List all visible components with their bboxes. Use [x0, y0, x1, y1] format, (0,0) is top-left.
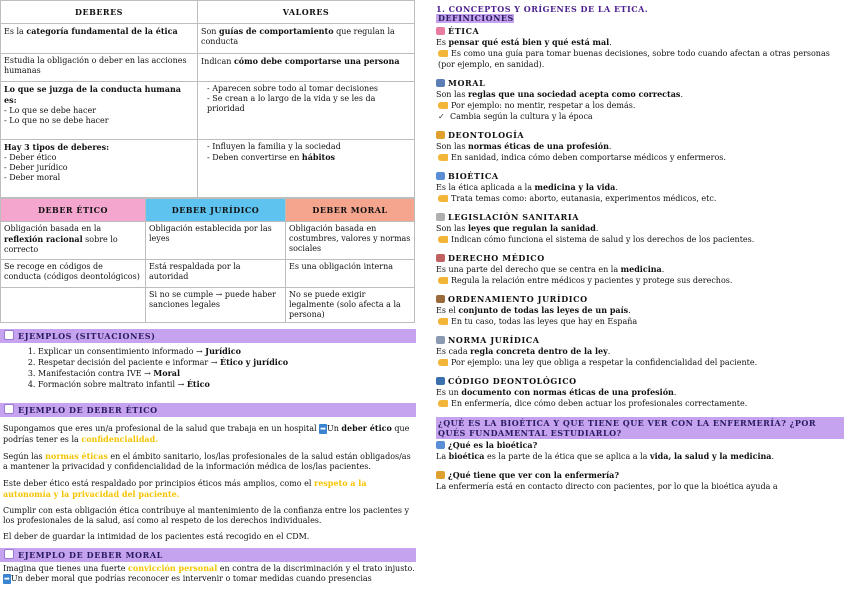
- hospital-icon: [436, 254, 445, 262]
- tipos-deberes-table: [0, 198, 415, 323]
- definition-note: En sanidad, indica cómo deben comportarse médicos y enfermeros.: [436, 152, 844, 163]
- q1-title: ¿Qué es la bioética?: [436, 440, 844, 451]
- definition-text: Son las normas éticas de una profesión.: [436, 141, 612, 151]
- list-item: - Deber moral: [4, 173, 194, 183]
- list-item: - Aparecen sobre todo al tomar decisiones: [207, 84, 411, 94]
- bioetica-question-header: ¿QUÉ ES LA BIOÉTICA Y QUE TIENE QUE VER CON LA ENFERMERÍA? ¿POR QUÉS FUNDAMENTAL ESTUDIARLO?: [436, 417, 844, 439]
- definiciones-header: DEFINICIONES: [438, 13, 514, 23]
- definition-item: [436, 78, 844, 122]
- table-cell: Lo que se juzga de la conducta humana es: - Lo que se debe hacer - Lo que no se debe hacer: [1, 82, 198, 140]
- pointing-hand-icon: [438, 359, 448, 366]
- definition-item: [436, 212, 844, 245]
- definition-item: [436, 376, 844, 409]
- definition-item: [436, 335, 844, 368]
- table-cell: Estudia la obligación o deber en las acciones humanas: [1, 54, 198, 82]
- definition-note: ✓ Cambia según la cultura y la época: [438, 112, 593, 121]
- table-row: [1, 24, 415, 54]
- definition-text: Son las reglas que una sociedad acepta como correctas.: [436, 89, 683, 99]
- table-row: [1, 140, 415, 198]
- table-header-deber-moral: DEBER MORAL: [286, 199, 415, 222]
- brain-icon: [436, 27, 445, 35]
- definition-note: Trata temas como: aborto, eutanasia, experimentos médicos, etc.: [436, 193, 844, 204]
- table-cell: Es una obligación interna: [286, 260, 415, 288]
- pointing-hand-icon: [438, 236, 448, 243]
- list-item: 3. Manifestación contra IVE → Moral: [38, 368, 416, 379]
- table-header-valores: VALORES: [198, 1, 415, 24]
- definition-note: Es como una guía para tomar buenas decisiones, sobre todo cuando afectan a otras personas (por ejemplo, en sanidad).: [438, 49, 830, 69]
- definition-note: Regula la relación entre médicos y pacientes y protege sus derechos.: [436, 275, 844, 286]
- deber-etico-header: EJEMPLO DE DEBER ÉTICO: [0, 403, 416, 417]
- q2-text: La enfermería está en contacto directo con pacientes, por lo que la bioética ayuda a: [436, 482, 778, 491]
- deber-etico-p4: Cumplir con esta obligación ética contribuye al mantenimiento de la confianza entre los pacientes y los profesionales de la salud, así como al respeto de los derechos individuales.: [3, 506, 410, 525]
- definition-text: Es el conjunto de todas las leyes de un país.: [436, 305, 631, 315]
- table-cell: Se recoge en códigos de conducta (códigos deontológicos): [1, 260, 146, 288]
- list-item: - Deber ético: [4, 153, 194, 163]
- definition-title: NORMA JURÍDICA: [436, 335, 844, 346]
- definition-note: En enfermería, dice cómo deben actuar los profesionales correctamente.: [436, 398, 844, 409]
- pointing-hand-icon: [438, 400, 448, 407]
- definition-item: [436, 253, 844, 286]
- table-header-deber-etico: DEBER ÉTICO: [1, 199, 146, 222]
- table-cell: Obligación establecida por las leyes: [146, 222, 286, 260]
- list-item: 2. Respetar decisión del paciente e informar → Ético y jurídico: [38, 357, 416, 368]
- left-column: [0, 0, 416, 584]
- pointing-hand-icon: [438, 277, 448, 284]
- list-item: 4. Formación sobre maltrato infantil → Ético: [38, 379, 416, 390]
- table-cell: Hay 3 tipos de deberes: - Deber ético - Deber jurídico - Deber moral: [1, 140, 198, 198]
- list-item: - Influyen la familia y la sociedad: [207, 142, 411, 152]
- table-row: [1, 54, 415, 82]
- lightbulb-icon: [4, 404, 14, 414]
- table-row: [1, 82, 415, 140]
- definition-title: DERECHO MÉDICO: [436, 253, 844, 264]
- dna-icon: [436, 172, 445, 180]
- table-cell: [198, 140, 415, 198]
- ejemplos-list: [0, 346, 416, 390]
- section-title: 1. CONCEPTOS Y ORÍGENES DE LA ETICA.: [436, 4, 649, 14]
- list-item: - Se crean a lo largo de la vida y se les da prioridad: [207, 94, 411, 114]
- list-item: - Deben convertirse en hábitos: [207, 152, 411, 163]
- definition-note: Por ejemplo: una ley que obliga a respetar la confidencialidad del paciente.: [436, 357, 844, 368]
- pointing-hand-icon: [438, 50, 448, 57]
- table-cell: Si no se cumple → puede haber sanciones legales: [146, 288, 286, 323]
- book-icon: [436, 377, 445, 385]
- table-cell: Es la categoría fundamental de la ética: [1, 24, 198, 54]
- definition-item: [436, 26, 844, 70]
- pointing-hand-icon: [438, 195, 448, 202]
- table-cell: [1, 288, 146, 323]
- definition-note: Indican cómo funciona el sistema de salud y los derechos de los pacientes.: [436, 234, 844, 245]
- definition-title: ÉTICA: [436, 26, 844, 37]
- definition-title: BIOÉTICA: [436, 171, 844, 182]
- definition-title: CÓDIGO DEONTOLÓGICO: [436, 376, 844, 387]
- definition-note: Por ejemplo: no mentir, respetar a los demás.: [436, 100, 844, 111]
- definition-title: MORAL: [436, 78, 844, 89]
- table-cell: Obligación basada en la reflexión racional sobre lo correcto: [1, 222, 146, 260]
- pointing-hand-icon: [438, 102, 448, 109]
- list-item: - Lo que se debe hacer: [4, 106, 194, 116]
- definition-text: Es cada regla concreta dentro de la ley.: [436, 346, 611, 356]
- list-item: 1. Explicar un consentimiento informado → Jurídico: [38, 346, 416, 357]
- deber-moral-header: EJEMPLO DE DEBER MORAL: [0, 548, 416, 562]
- table-cell: Está respaldada por la autoridad: [146, 260, 286, 288]
- lightbulb-icon: [4, 549, 14, 559]
- deber-etico-p2: Según las normas éticas en el ámbito sanitario, los/las profesionales de la salud están obligados/as a mantener la privacidad y confidencialidad de la información médica de los/las pacientes.: [3, 451, 411, 471]
- table-row: [1, 260, 415, 288]
- table-cell: Obligación basada en costumbres, valores y normas sociales: [286, 222, 415, 260]
- people-icon: [436, 79, 445, 87]
- list-item: - Deber jurídico: [4, 163, 194, 173]
- definition-title: LEGISLACIÓN SANITARIA: [436, 212, 844, 223]
- clipboard-icon: [4, 330, 14, 340]
- pointing-hand-icon: [438, 154, 448, 161]
- deber-etico-p5: El deber de guardar la intimidad de los pacientes está recogido en el CDM.: [3, 532, 310, 541]
- table-row: [1, 288, 415, 323]
- doctor-icon: [436, 471, 445, 479]
- books-icon: [436, 295, 445, 303]
- definition-text: Es la ética aplicada a la medicina y la vida.: [436, 182, 618, 192]
- q1-text: La bioética es la parte de la ética que se aplica a la vida, la salud y la medicina.: [436, 451, 775, 461]
- deberes-valores-table: [0, 0, 415, 198]
- table-row: [1, 222, 415, 260]
- arrow-right-icon: ➡: [320, 425, 326, 433]
- q2-title: ¿Qué tiene que ver con la enfermería?: [436, 470, 844, 481]
- table-cell: Indican cómo debe comportarse una persona: [198, 54, 415, 82]
- definition-title: ORDENAMIENTO JURÍDICO: [436, 294, 844, 305]
- table-header-deber-juridico: DEBER JURÍDICO: [146, 199, 286, 222]
- ejemplos-header: EJEMPLOS (SITUACIONES): [0, 329, 416, 343]
- dna-icon: [436, 441, 445, 449]
- right-column: [436, 0, 844, 492]
- list-item: - Lo que no se debe hacer: [4, 116, 194, 126]
- table-header-deberes: DEBERES: [1, 1, 198, 24]
- scales-icon: [436, 213, 445, 221]
- definition-note: En tu caso, todas las leyes que hay en España: [436, 316, 844, 327]
- table-cell: Son guías de comportamiento que regulan la conducta: [198, 24, 415, 54]
- definitions-list: [436, 26, 844, 409]
- deber-etico-p1: Supongamos que eres un/a profesional de la salud que trabaja en un hospital ➡Un deber ético que podrías tener es la confidencialidad.: [3, 423, 410, 444]
- doctor-icon: [436, 131, 445, 139]
- deber-etico-p3: Este deber ético está respaldado por principios éticos más amplios, como el respeto a la autonomía y la privacidad del paciente.: [3, 478, 367, 499]
- definition-item: [436, 171, 844, 204]
- pointing-hand-icon: [438, 318, 448, 325]
- definition-text: Es pensar qué está bien y qué está mal.: [436, 37, 612, 47]
- definition-item: [436, 294, 844, 327]
- table-cell: [198, 82, 415, 140]
- definition-item: [436, 130, 844, 163]
- definition-text: Son las leyes que regulan la sanidad.: [436, 223, 599, 233]
- check-icon: ✓: [438, 112, 445, 121]
- ruler-icon: [436, 336, 445, 344]
- deber-moral-p1: Imagina que tienes una fuerte convicción personal en contra de la discriminación y el trato injusto. ➡Un deber moral que podrías reconocer es intervenir o tomar medidas cuando presencias: [3, 563, 415, 583]
- definition-text: Es un documento con normas éticas de una profesión.: [436, 387, 677, 397]
- definition-text: Es una parte del derecho que se centra en la medicina.: [436, 264, 665, 274]
- arrow-right-icon: ➡: [4, 575, 10, 583]
- table-cell: No se puede exigir legalmente (solo afecta a la persona): [286, 288, 415, 323]
- definition-title: DEONTOLOGÍA: [436, 130, 844, 141]
